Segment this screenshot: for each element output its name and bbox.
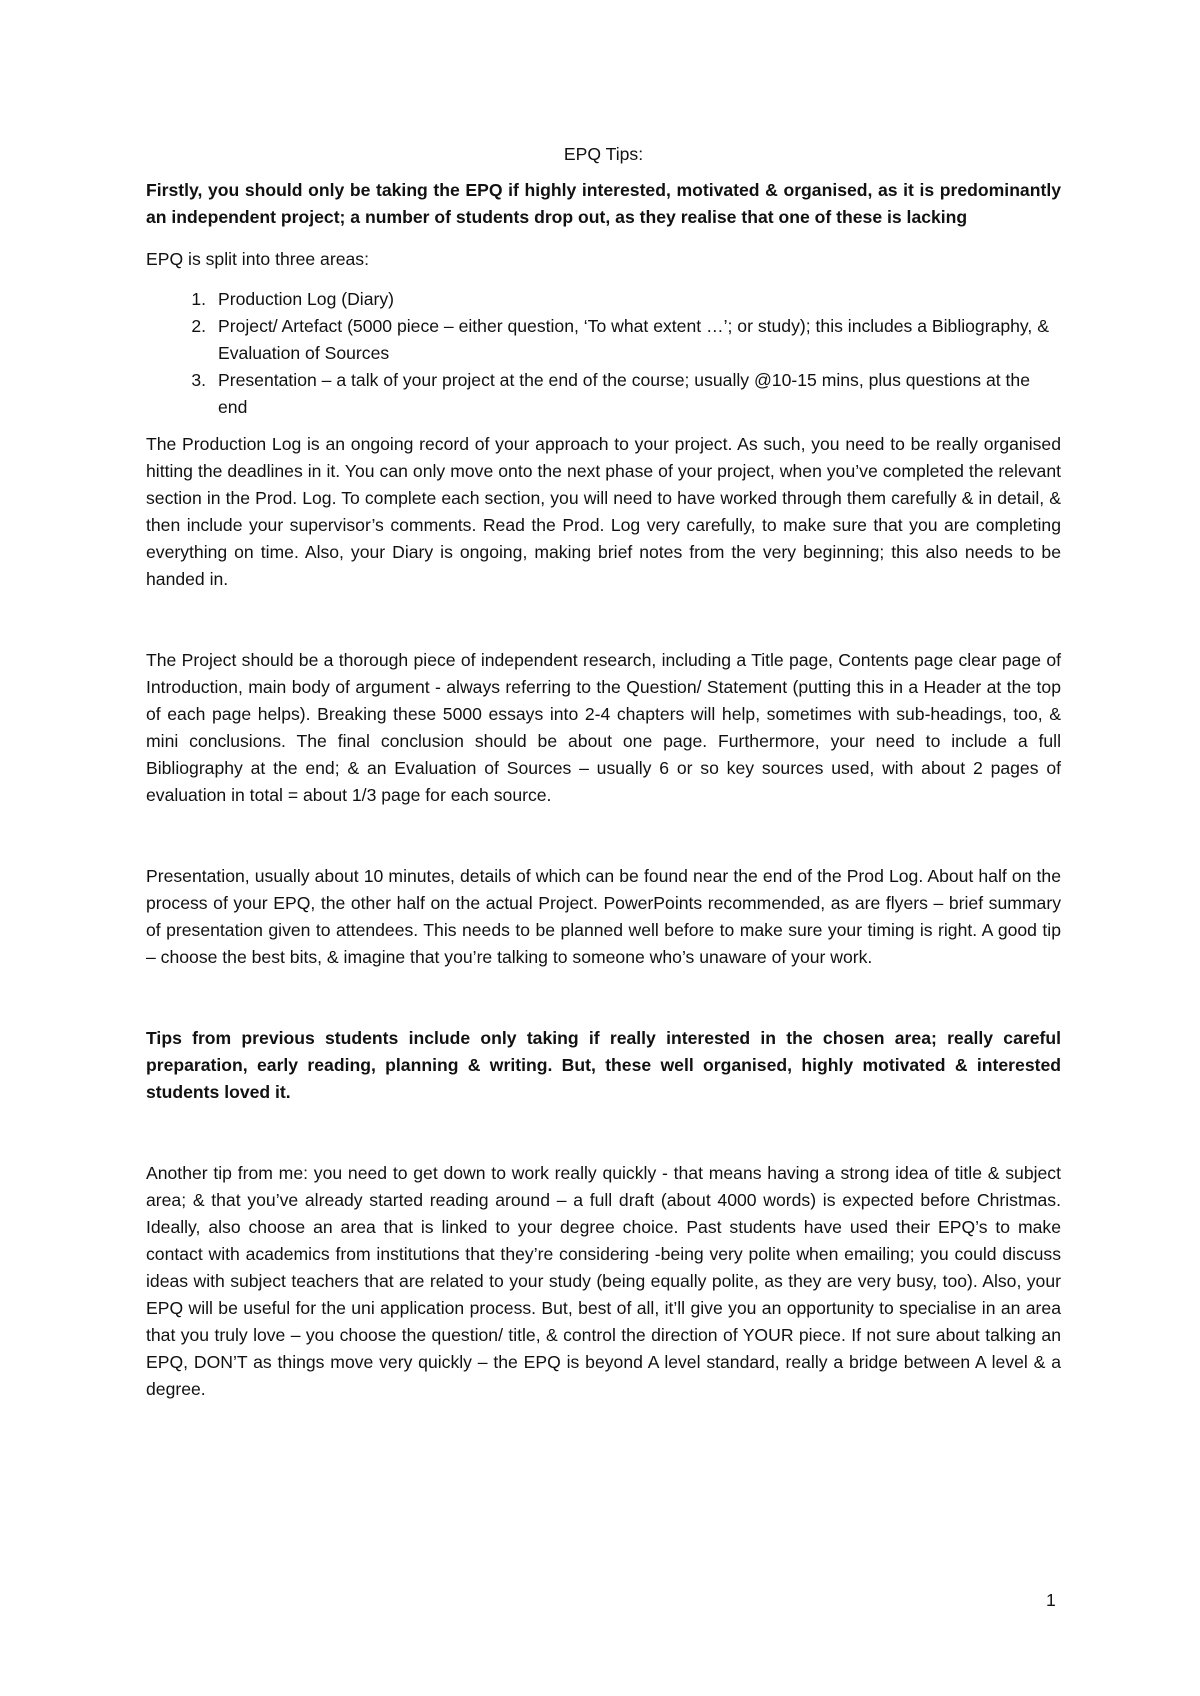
list-item-number: 2. xyxy=(191,316,206,336)
page-number: 1 xyxy=(1046,1590,1056,1610)
another-tip-paragraph: Another tip from me: you need to get down to work really quickly - that means having a strong idea of title & subject area; & that you’ve already started reading around – a full draft (about 4000 words) is expected before Christmas. Ideally, also choose an area that is linked to your degree choice. Past students have used their EPQ’s to make contact with academics from institutions that they’re considering -being very polite when emailing; you could discuss ideas with subject teachers that are related to your study (being equally polite, as they are very busy, too). Also, your EPQ will be useful for the uni application process. But, best of all, it’ll give you an opportunity to specialise in an area that you truly love – you choose the question/ title, & control the direction of YOUR piece. If not sure about talking an EPQ, DON’T as things move very quickly – the EPQ is beyond A level standard, really a bridge between A level & a degree. xyxy=(146,1163,1061,1399)
list-item-text: Production Log (Diary) xyxy=(218,289,395,309)
project-paragraph: The Project should be a thorough piece of independent research, including a Title page, Contents page clear page of Introduction, main body of argument - always referring to the Question/ Statement (putting this in a Header at the top of each page helps). Breaking these 5000 essays into 2-4 chapters will help, sometimes with sub-headings, too, & mini conclusions. The final conclusion should be about one page. Furthermore, your need to include a full Bibliography at the end; & an Evaluation of Sources – usually 6 or so key sources used, with about 2 pages of evaluation in total = about 1/3 page for each source. xyxy=(146,650,1061,805)
list-item xyxy=(146,313,1061,367)
areas-heading: EPQ is split into three areas: xyxy=(146,249,369,269)
list-item xyxy=(146,286,1061,313)
page-title: EPQ Tips: xyxy=(563,144,644,164)
intro-paragraph: Firstly, you should only be taking the EPQ if highly interested, motivated & organised, as it is predominantly an independent project; a number of students drop out, as they realise that one of these is lacking xyxy=(146,180,1061,227)
areas-list xyxy=(146,286,1061,421)
document-body xyxy=(146,141,1061,1403)
presentation-paragraph: Presentation, usually about 10 minutes, details of which can be found near the end of the Prod Log. About half on the process of your EPQ, the other half on the actual Project. PowerPoints recommended, as are flyers – brief summary of presentation given to attendees. This needs to be planned well before to make sure your timing is right. A good tip – choose the best bits, & imagine that you’re talking to someone who’s unaware of your work. xyxy=(146,866,1061,967)
production-log-paragraph: The Production Log is an ongoing record of your approach to your project. As such, you need to be really organised hitting the deadlines in it. You can only move onto the next phase of your project, when you’ve completed the relevant section in the Prod. Log. To complete each section, you will need to have worked through them carefully & in detail, & then include your supervisor’s comments. Read the Prod. Log very carefully, to make sure that you are completing everything on time. Also, your Diary is ongoing, making brief notes from the very beginning; this also needs to be handed in. xyxy=(146,434,1061,589)
list-item-text: Project/ Artefact (5000 piece – either question, ‘To what extent …’; or study); this includes a Bibliography, & Evaluation of Sources xyxy=(218,316,1049,363)
list-item-text: Presentation – a talk of your project at the end of the course; usually @10-15 mins, plus questions at the end xyxy=(218,370,1031,417)
list-item-number: 3. xyxy=(191,370,206,390)
tips-paragraph: Tips from previous students include only taking if really interested in the chosen area; really careful preparation, early reading, planning & writing. But, these well organised, highly motivated & interested students loved it. xyxy=(146,1028,1061,1102)
list-item-number: 1. xyxy=(191,289,206,309)
list-item xyxy=(146,367,1061,421)
